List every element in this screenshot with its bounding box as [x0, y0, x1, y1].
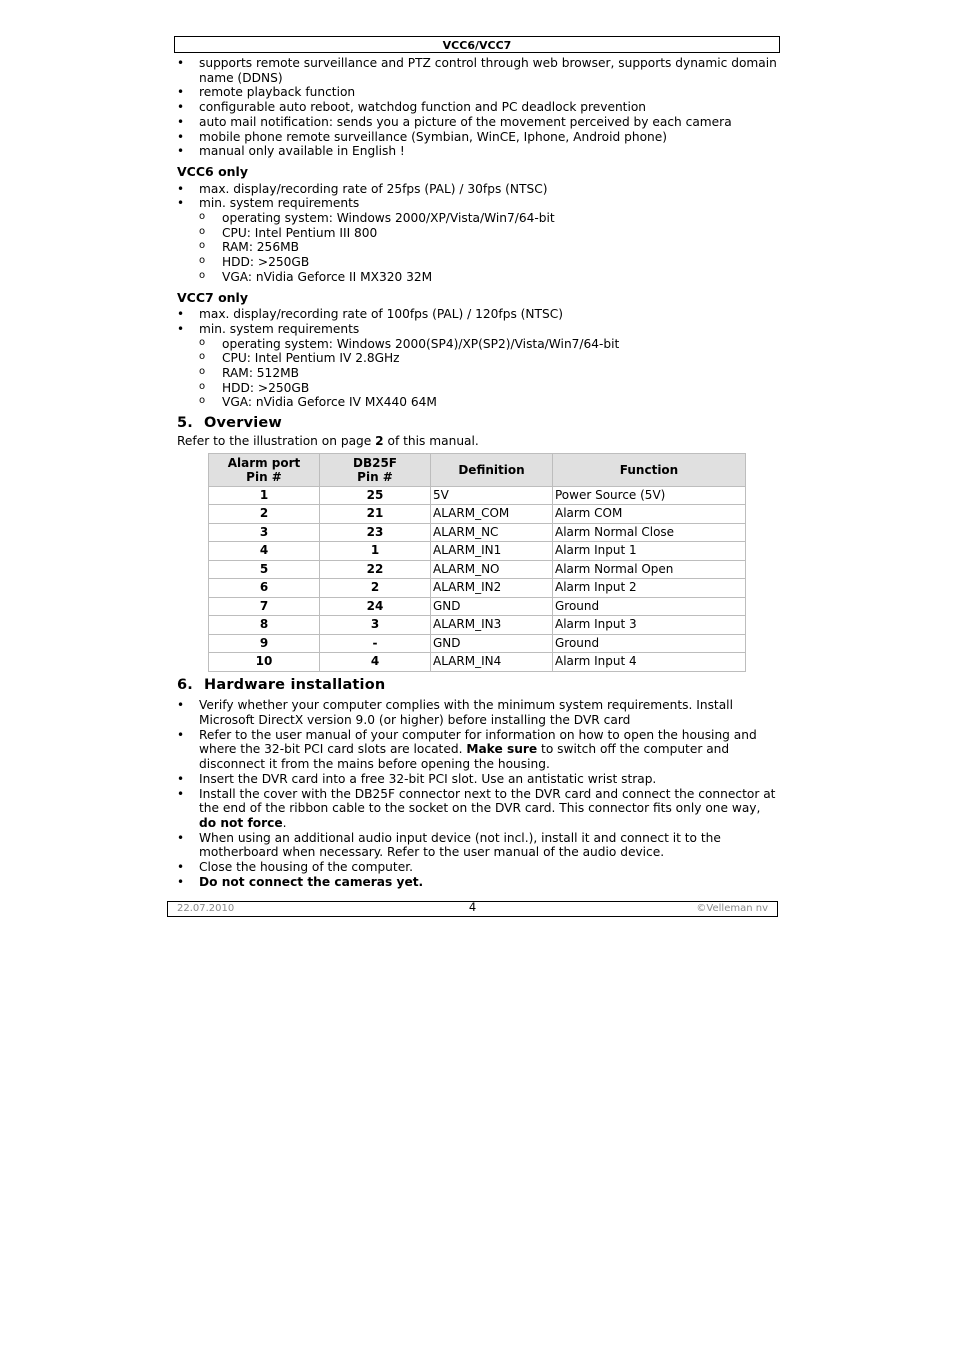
list-item: • supports remote surveillance and PTZ control through web browser, supports dynamic domain name (DDNS): [177, 56, 777, 85]
overview-intro: [177, 434, 777, 449]
vcc7-requirements: [177, 337, 777, 411]
list-item: • Do not connect the cameras yet.: [177, 875, 777, 890]
list-item: o VGA: nVidia Geforce IV MX440 64M: [177, 395, 777, 410]
cell-definition: ALARM_IN2: [431, 579, 553, 598]
hardware-steps: [177, 698, 777, 889]
cell-alarm-pin: 6: [209, 579, 320, 598]
vcc6-list: [177, 182, 777, 285]
cell-alarm-pin: 7: [209, 597, 320, 616]
list-item: • auto mail notification: sends you a picture of the movement perceived by each camera: [177, 115, 777, 130]
intro-text-end: of this manual.: [383, 433, 479, 448]
list-item: • Verify whether your computer complies with the minimum system requirements. Install Microsoft DirectX version 9.0 (or higher) before installing the DVR card: [177, 698, 777, 727]
cell-function: Alarm Normal Open: [553, 560, 746, 579]
list-item: o CPU: Intel Pentium IV 2.8GHz: [177, 351, 777, 366]
table-header-row: [209, 453, 746, 486]
cell-definition: GND: [431, 597, 553, 616]
list-item: • max. display/recording rate of 100fps (PAL) / 120fps (NTSC): [177, 307, 777, 322]
section-title: Overview: [204, 415, 283, 432]
list-item: • Install the cover with the DB25F connector next to the DVR card and connect the connector at the end of the ribbon cable to the socket on the DVR card. This connector fits only one way, do not force.: [177, 787, 777, 831]
list-item: o operating system: Windows 2000(SP4)/XP(SP2)/Vista/Win7/64-bit: [177, 337, 777, 352]
list-item: • remote playback function: [177, 85, 777, 100]
cell-definition: GND: [431, 634, 553, 653]
list-item: • manual only available in English !: [177, 144, 777, 159]
col-header-definition: Definition: [431, 453, 553, 486]
cell-definition: ALARM_IN4: [431, 653, 553, 672]
pin-table: [208, 453, 746, 672]
table-row: [209, 616, 746, 635]
cell-function: Alarm Normal Close: [553, 523, 746, 542]
table-row: [209, 542, 746, 561]
vcc6-heading: VCC6 only: [177, 163, 248, 179]
cell-definition: ALARM_IN1: [431, 542, 553, 561]
list-item: • Close the housing of the computer.: [177, 860, 777, 875]
cell-db25f-pin: 21: [320, 505, 431, 524]
cell-alarm-pin: 2: [209, 505, 320, 524]
table-row: [209, 523, 746, 542]
cell-definition: ALARM_COM: [431, 505, 553, 524]
cell-alarm-pin: 8: [209, 616, 320, 635]
col-header-function: Function: [553, 453, 746, 486]
list-item: o operating system: Windows 2000/XP/Vista/Win7/64-bit: [177, 211, 777, 226]
cell-db25f-pin: 24: [320, 597, 431, 616]
cell-alarm-pin: 10: [209, 653, 320, 672]
cell-alarm-pin: 5: [209, 560, 320, 579]
cell-db25f-pin: 3: [320, 616, 431, 635]
feature-list: [177, 56, 777, 159]
list-item: o HDD: >250GB: [177, 255, 777, 270]
table-row: [209, 486, 746, 505]
cell-db25f-pin: 23: [320, 523, 431, 542]
list-item: o VGA: nVidia Geforce II MX320 32M: [177, 270, 777, 285]
table-row: [209, 579, 746, 598]
cell-definition: ALARM_IN3: [431, 616, 553, 635]
cell-alarm-pin: 3: [209, 523, 320, 542]
cell-function: Alarm Input 4: [553, 653, 746, 672]
cell-function: Power Source (5V): [553, 486, 746, 505]
col-header-db25f: DB25F Pin #: [320, 453, 431, 486]
list-item: • configurable auto reboot, watchdog function and PC deadlock prevention: [177, 100, 777, 115]
cell-alarm-pin: 9: [209, 634, 320, 653]
requirements-label: min. system requirements: [199, 196, 360, 211]
cell-alarm-pin: 1: [209, 486, 320, 505]
list-item: [177, 322, 777, 410]
cell-db25f-pin: 25: [320, 486, 431, 505]
cell-db25f-pin: 22: [320, 560, 431, 579]
list-item: • mobile phone remote surveillance (Symbian, WinCE, Iphone, Android phone): [177, 130, 777, 145]
section-heading-overview: [177, 416, 777, 431]
requirements-label: min. system requirements: [199, 321, 360, 336]
section-number: 6.: [177, 676, 193, 693]
list-item: • max. display/recording rate of 25fps (PAL) / 30fps (NTSC): [177, 182, 777, 197]
list-item: o HDD: >250GB: [177, 381, 777, 396]
cell-function: Ground: [553, 634, 746, 653]
list-item: o CPU: Intel Pentium III 800: [177, 226, 777, 241]
table-row: [209, 560, 746, 579]
table-row: [209, 634, 746, 653]
vcc7-list: [177, 307, 777, 410]
cell-db25f-pin: 4: [320, 653, 431, 672]
list-item: o RAM: 256MB: [177, 240, 777, 255]
list-item: [177, 196, 777, 284]
table-row: [209, 653, 746, 672]
cell-definition: ALARM_NO: [431, 560, 553, 579]
list-item: • Refer to the user manual of your computer for information on how to open the housing and where the 32-bit PCI card slots are located. Make sure to switch off the computer and disconnect it from the mains before opening the housing.: [177, 728, 777, 772]
cell-db25f-pin: 2: [320, 579, 431, 598]
intro-text: Refer to the illustration on page: [177, 433, 376, 448]
footer-page-number: 4: [468, 900, 477, 914]
cell-db25f-pin: -: [320, 634, 431, 653]
list-item: o RAM: 512MB: [177, 366, 777, 381]
cell-function: Alarm Input 3: [553, 616, 746, 635]
table-row: [209, 597, 746, 616]
page-header: [174, 36, 780, 53]
cell-function: Alarm Input 2: [553, 579, 746, 598]
cell-db25f-pin: 1: [320, 542, 431, 561]
vcc7-heading: VCC7 only: [177, 289, 248, 305]
table-row: [209, 505, 746, 524]
page-content: [177, 56, 777, 889]
section-number: 5.: [177, 415, 193, 432]
cell-definition: 5V: [431, 486, 553, 505]
col-header-alarm-port: Alarm port Pin #: [209, 453, 320, 486]
cell-function: Alarm Input 1: [553, 542, 746, 561]
cell-function: Ground: [553, 597, 746, 616]
header-title: VCC6/VCC7: [442, 39, 512, 52]
footer-copyright: ©Velleman nv: [696, 903, 768, 914]
section-title: Hardware installation: [204, 676, 386, 693]
vcc6-requirements: [177, 211, 777, 285]
intro-page-number: 2: [375, 433, 384, 448]
footer-date: 22.07.2010: [177, 903, 235, 914]
list-item: • Insert the DVR card into a free 32-bit PCI slot. Use an antistatic wrist strap.: [177, 772, 777, 787]
cell-alarm-pin: 4: [209, 542, 320, 561]
cell-definition: ALARM_NC: [431, 523, 553, 542]
list-item: • When using an additional audio input device (not incl.), install it and connect it to the motherboard when necessary. Refer to the user manual of the audio device.: [177, 831, 777, 860]
section-heading-hardware: [177, 678, 777, 693]
page-footer: [167, 901, 778, 917]
cell-function: Alarm COM: [553, 505, 746, 524]
